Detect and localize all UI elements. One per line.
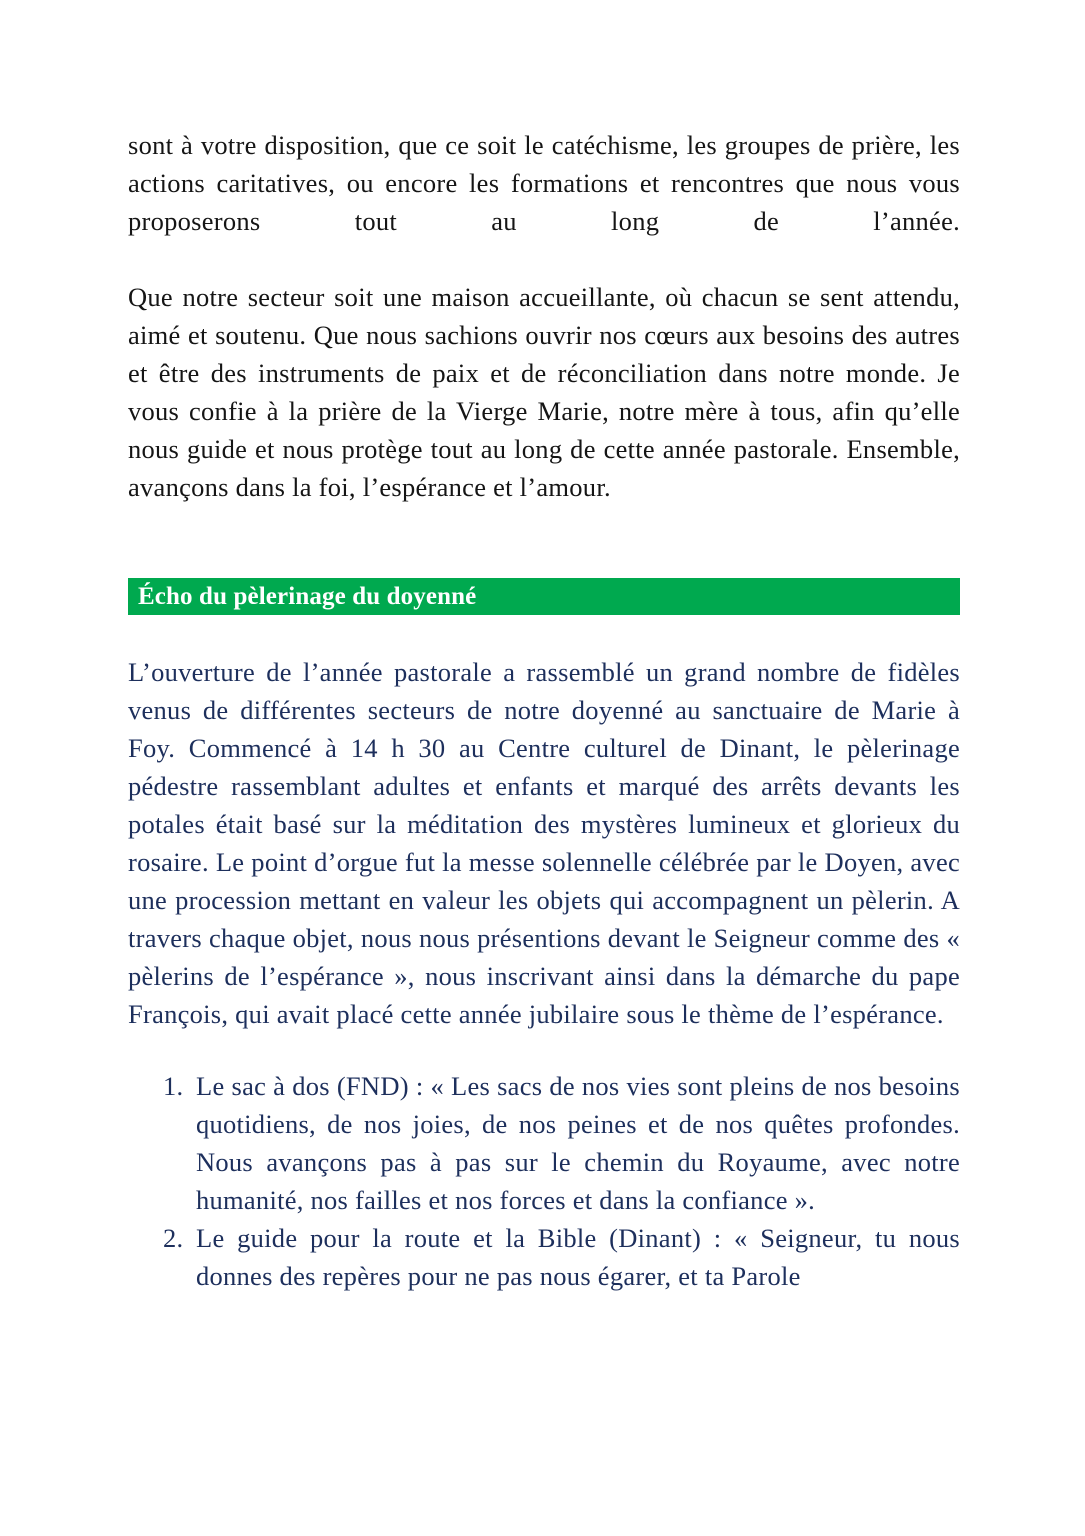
intro-paragraph-1: sont à votre disposition, que ce soit le catéchisme, les groupes de prière, les actions caritatives, ou encore les formations et rencontres que nous vous proposerons tout au long de l’année. bbox=[128, 130, 960, 236]
section-banner-title: Écho du pèlerinage du doyenné bbox=[138, 583, 477, 610]
list-item: Le guide pour la route et la Bible (Dinant) : « Seigneur, tu nous donnes des repères pour ne pas nous égarer, et ta Parole bbox=[196, 1223, 960, 1291]
intro-paragraph-2: Que notre secteur soit une maison accueillante, où chacun se sent attendu, aimé et soutenu. Que nous sachions ouvrir nos cœurs aux besoins des autres et être des instruments de paix et de réconciliation dans notre monde. Je vous confie à la prière de la Vierge Marie, notre mère à tous, afin qu’elle nous guide et nous protège tout au long de cette année pastorale. Ensemble, avançons dans la foi, l’espérance et l’amour. bbox=[128, 282, 960, 502]
page-content bbox=[128, 126, 960, 1295]
article-section bbox=[128, 653, 960, 1295]
pilgrim-objects-list bbox=[128, 1067, 960, 1295]
intro-section bbox=[128, 126, 960, 506]
article-paragraph: L’ouverture de l’année pastorale a rassemblé un grand nombre de fidèles venus de différentes secteurs de notre doyenné au sanctuaire de Marie à Foy. Commencé à 14 h 30 au Centre culturel de Dinant, le pèlerinage pédestre rassemblant adultes et enfants et marqué des arrêts devants les potales était basé sur la méditation des mystères lumineux et glorieux du rosaire. Le point d’orgue fut la messe solennelle célébrée par le Doyen, avec une procession mettant en valeur les objets qui accompagnent un pèlerin. A travers chaque objet, nous nous présentions devant le Seigneur comme des « pèlerins de l’espérance », nous inscrivant ainsi dans la démarche du pape François, qui avait placé cette année jubilaire sous le thème de l’espérance. bbox=[128, 657, 960, 1029]
section-banner bbox=[128, 578, 960, 615]
list-item: Le sac à dos (FND) : « Les sacs de nos vies sont pleins de nos besoins quotidiens, de nos joies, de nos peines et de nos quêtes profondes. Nous avançons pas à pas sur le chemin du Royaume, avec notre humanité, nos failles et nos forces et dans la confiance ». bbox=[196, 1071, 960, 1215]
